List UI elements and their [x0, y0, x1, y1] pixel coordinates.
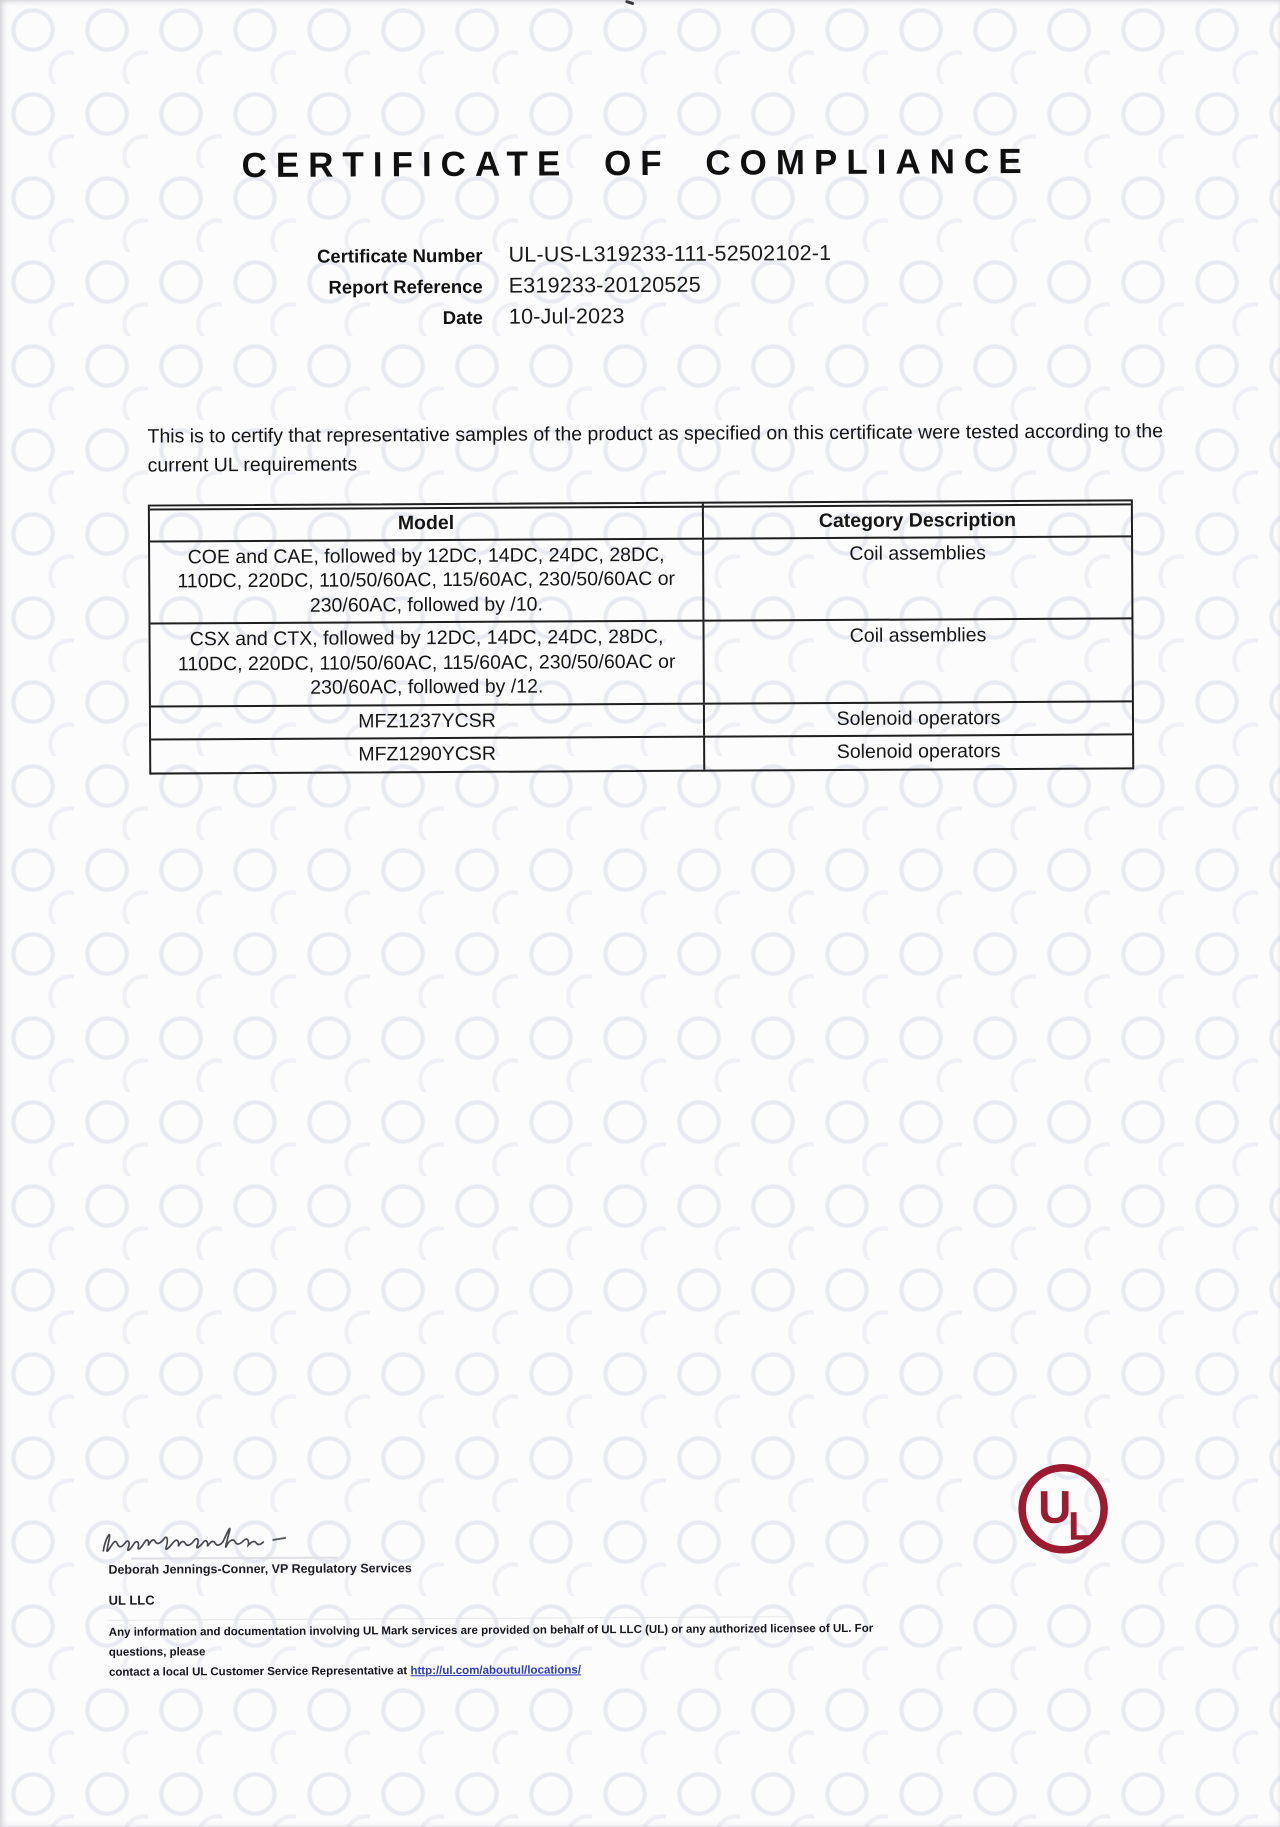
- signatory-company: UL LLC: [108, 1592, 155, 1608]
- footer-line2-prefix: contact a local UL Customer Service Representative at: [108, 1665, 411, 1679]
- meta-row-date: [147, 303, 832, 338]
- category-cell: Solenoid operators: [836, 706, 1001, 730]
- date-value: 10-Jul-2023: [508, 304, 625, 329]
- certificate-number-label: Certificate Number: [316, 244, 483, 267]
- model-cell: COE and CAE, followed by 12DC, 14DC, 24DC, 28DC, 110DC, 220DC, 110/50/60AC, 115/60AC, 230/50/60AC or 230/60AC, followed by /10.: [150, 539, 704, 622]
- report-reference-value: E319233-20120525: [508, 272, 701, 298]
- report-reference-label: Report Reference: [328, 275, 483, 298]
- certificate-number-value: UL-US-L319233-111-52502102-1: [508, 240, 832, 267]
- category-cell: Solenoid operators: [836, 740, 1001, 763]
- footer-line2: [109, 1658, 929, 1682]
- table-row: [151, 700, 1132, 739]
- category-cell: Coil assemblies: [849, 624, 987, 647]
- category-cell: Coil assemblies: [849, 541, 986, 565]
- model-cell: MFZ1237YCSR: [151, 704, 705, 738]
- meta-row-report-reference: [147, 272, 832, 307]
- ul-locations-link[interactable]: http://ul.com/aboutul/locations/: [410, 1664, 582, 1678]
- ul-logo-letter-u: U: [1037, 1480, 1072, 1533]
- signatory-name-title: Deborah Jennings-Conner, VP Regulatory Services: [108, 1561, 412, 1577]
- ul-logo-letter-l: L: [1068, 1504, 1093, 1549]
- model-cell: MFZ1290YCSR: [151, 738, 705, 772]
- meta-row-certificate-number: [146, 241, 831, 276]
- scan-artifact-mark: [625, 0, 634, 5]
- model-cell: CSX and CTX, followed by 12DC, 14DC, 24DC, 28DC, 110DC, 220DC, 110/50/60AC, 115/60AC, 230/50/60AC or 230/60AC, followed by /12.: [150, 622, 704, 705]
- category-column-header: Category Description: [818, 509, 1017, 533]
- table-row: [150, 617, 1131, 705]
- footer-text: [109, 1618, 929, 1682]
- models-table: [148, 499, 1134, 774]
- certificate-meta: [146, 241, 831, 338]
- ul-logo: [1013, 1460, 1114, 1561]
- table-row: [150, 535, 1131, 623]
- table-row: [151, 733, 1132, 772]
- footer-line1: Any information and documentation involving UL Mark services are provided on behalf of UL LLC (UL) or any authorized licensee of UL. For questions, please: [108, 1622, 874, 1659]
- model-column-header: Model: [150, 504, 704, 540]
- page-title: CERTIFICATE OF COMPLIANCE: [241, 141, 1031, 186]
- certification-statement: This is to certify that representative samples of the product as specified on this certificate were tested according to the current UL requirements: [147, 420, 1164, 477]
- date-label: Date: [442, 306, 483, 329]
